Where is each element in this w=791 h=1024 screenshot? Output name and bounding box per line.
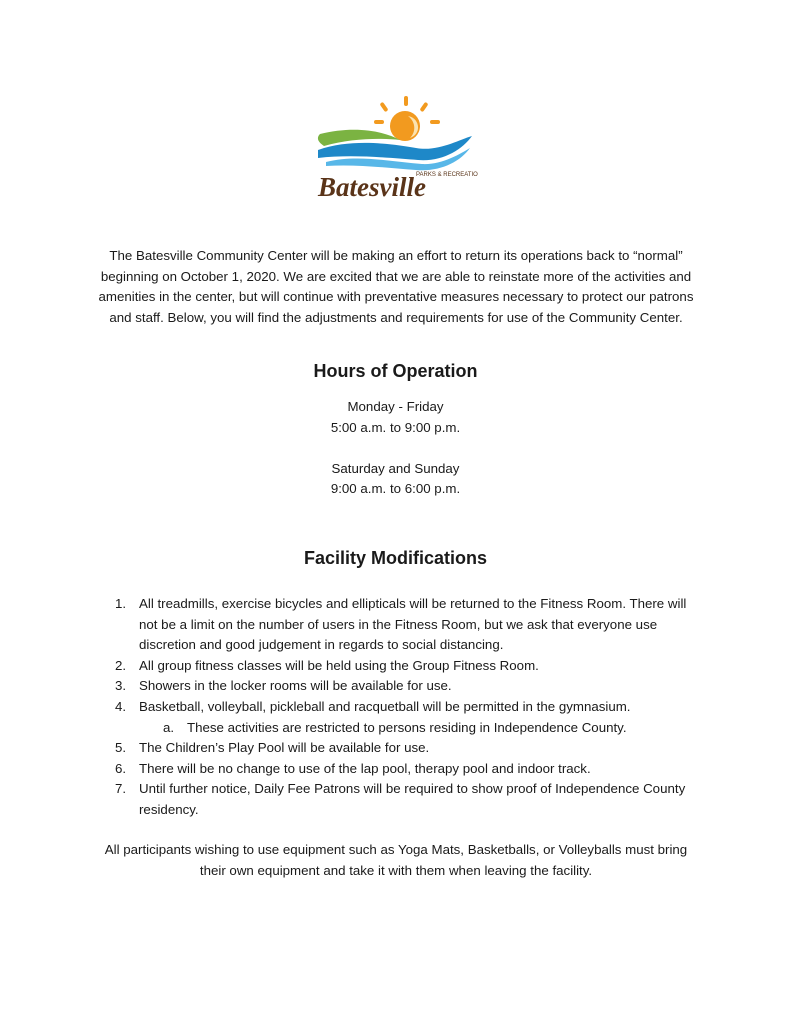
list-item — [115, 594, 695, 656]
hours-heading: Hours of Operation — [313, 361, 478, 381]
list-text: Basketball, volleyball, pickleball and racquetball will be permitted in the gymnasium. — [139, 698, 631, 714]
hours-weekday-days: Monday - Friday — [347, 399, 444, 414]
list-number: 1. — [115, 596, 127, 611]
logo-graphic — [312, 92, 478, 204]
intro-paragraph: The Batesville Community Center will be making an effort to return its operations back to “normal” beginning on October 1, 2020. We are excited that we are able to reinstate more of the activities and amenities in the center, but will continue with preventative measures necessary to protect our patrons and staff. Below, you will find the adjustments and requirements for use of the Community Center. — [98, 248, 694, 325]
modifications-heading: Facility Modifications — [303, 548, 488, 568]
list-item — [115, 656, 695, 677]
list-item — [115, 759, 695, 780]
list-text: There will be no change to use of the lap pool, therapy pool and indoor track. — [139, 760, 591, 776]
hours-weekday-time: 5:00 a.m. to 9:00 p.m. — [330, 419, 461, 435]
hours-block — [0, 397, 791, 500]
closing-paragraph: All participants wishing to use equipment such as Yoga Mats, Basketballs, or Volleyballs must bring their own equipment and take it with them when leaving the facility. — [104, 842, 688, 878]
list-number: 2. — [115, 657, 127, 673]
list-item — [115, 779, 695, 820]
hours-weekend — [0, 459, 791, 500]
list-item — [115, 697, 695, 738]
list-item — [115, 738, 695, 759]
sub-list-item — [139, 718, 695, 739]
batesville-parks-logo — [312, 92, 478, 204]
list-item — [115, 676, 695, 697]
sub-list-text: These activities are restricted to persons residing in Independence County. — [187, 719, 627, 735]
list-number: 4. — [115, 698, 127, 714]
hours-weekend-days: Saturday and Sunday — [331, 460, 460, 476]
list-text: All treadmills, exercise bicycles and ellipticals will be returned to the Fitness Room. There will not be a limit on the number of users in the Fitness Room, but we ask that everyone use discretion and good judgement in regards to social distancing. — [139, 596, 687, 653]
modifications-list — [115, 594, 695, 821]
list-number: 5. — [115, 740, 127, 756]
logo-brand: Batesville — [318, 172, 426, 202]
hours-weekday — [0, 397, 791, 438]
list-text: The Children’s Play Pool will be available for use. — [139, 740, 430, 756]
hours-weekend-time: 9:00 a.m. to 6:00 p.m. — [330, 481, 461, 497]
list-number: 3. — [115, 678, 127, 694]
list-number: 7. — [115, 781, 127, 797]
list-text: Until further notice, Daily Fee Patrons will be required to show proof of Independence County residency. — [139, 781, 686, 817]
sub-list-letter: a. — [163, 719, 175, 735]
sub-list — [139, 718, 695, 739]
list-number: 6. — [115, 760, 127, 776]
logo-tagline: PARKS & RECREATION — [416, 172, 478, 178]
list-text: Showers in the locker rooms will be available for use. — [139, 678, 452, 694]
list-text: All group fitness classes will be held using the Group Fitness Room. — [139, 657, 539, 673]
